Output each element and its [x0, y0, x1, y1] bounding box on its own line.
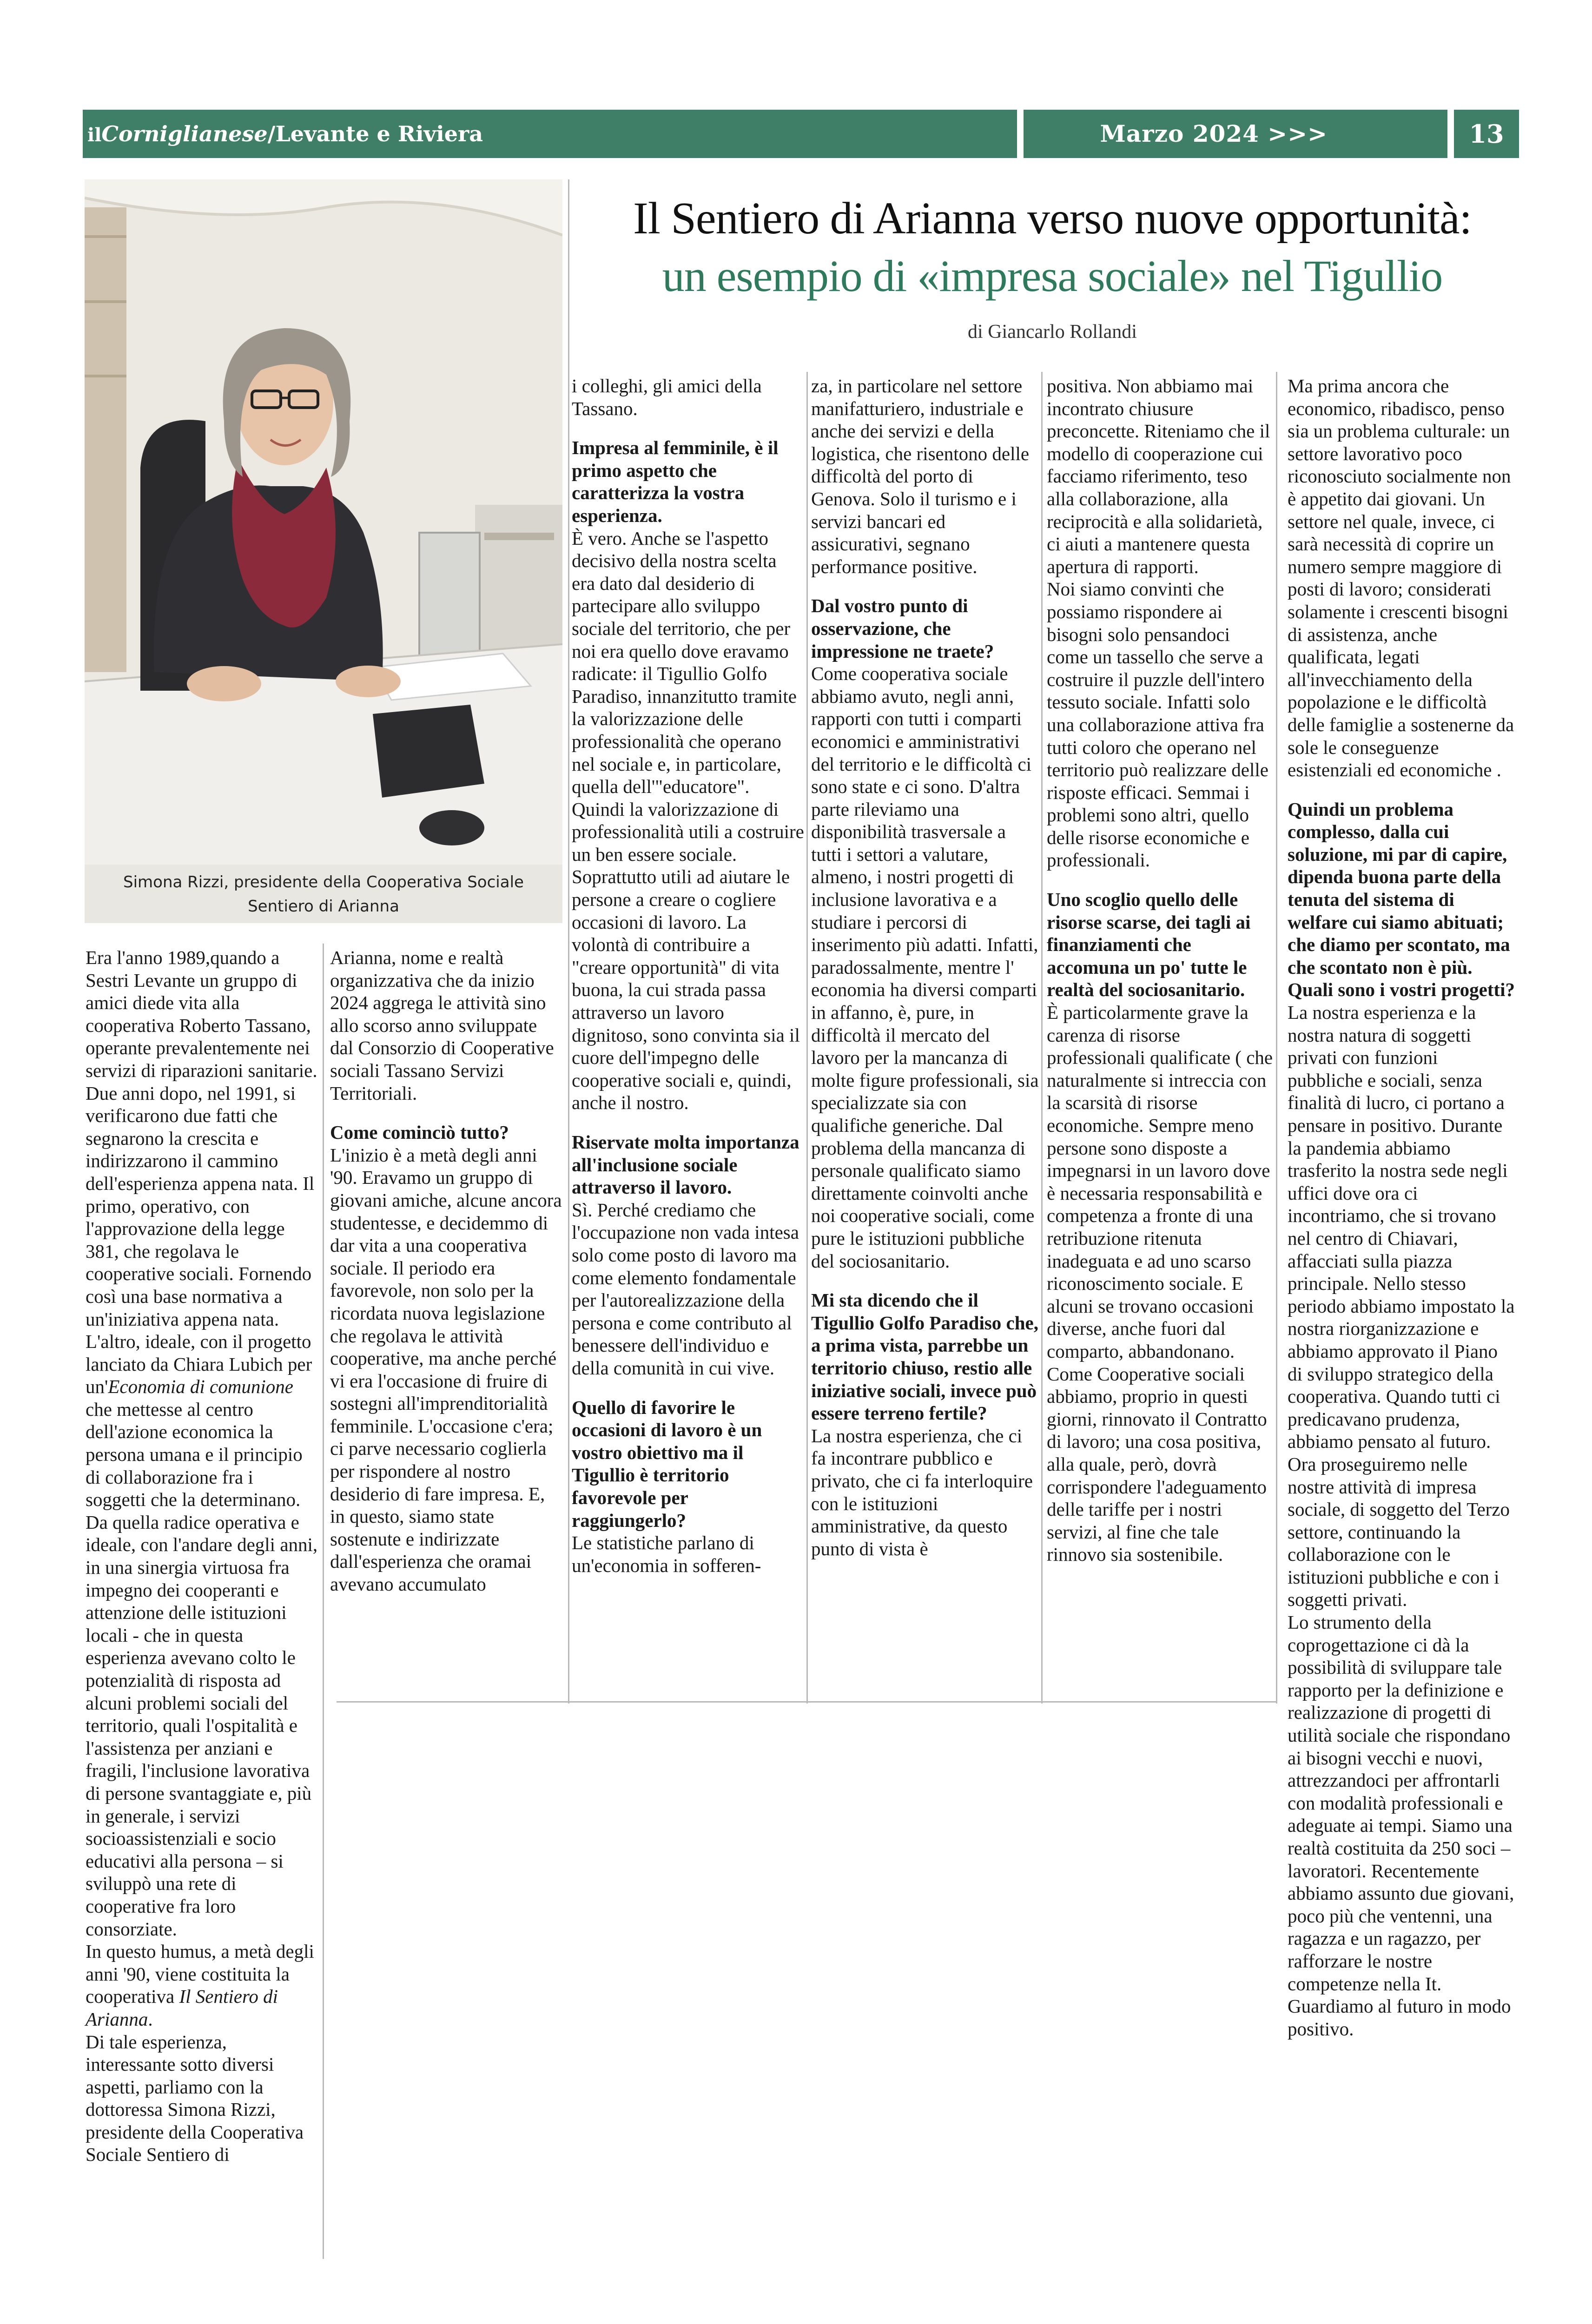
article-title: Il Sentiero di Arianna verso nuove opportunità:: [633, 193, 1472, 244]
photo-caption-line2: Sentiero di Arianna: [248, 897, 399, 916]
article-column-2: [330, 946, 562, 1596]
interview-question: Mi sta dicendo che il Tigullio Golfo Paradiso che, a prima vista, parrebbe un territorio chiuso, restio alle iniziative sociali, invece può essere terreno fertile?: [811, 1289, 1038, 1424]
interview-question: Riservate molta importanza all'inclusione sociale attraverso il lavoro.: [572, 1131, 799, 1198]
photo-caption-line1: Simona Rizzi, presidente della Cooperativa Sociale: [123, 873, 524, 891]
column-rule: [806, 372, 808, 1703]
paragraph: i colleghi, gli amici della Tassano.: [572, 375, 762, 419]
portrait-illustration: [85, 179, 562, 923]
paragraph: za, in particolare nel settore manifatturiero, industriale e anche dei servizi e della logistica, che risentono delle difficoltà del porto di Genova. Solo il turismo e i servizi bancari ed assicurativi, segnano performance positive.: [811, 375, 1030, 577]
paragraph: Ma prima ancora che economico, ribadisco, penso sia un problema culturale: un settore lavorativo poco riconosciuto socialmente non è appetito dai giovani. Un settore nel quale, invece, ci sarà necessità di coprire un numero sempre maggiore di posti di lavoro; considerati solamente i crescenti bisogni di assistenza, anche qualificata, legati all'invecchiamento della popolazione e le difficoltà delle famiglie a sostenerne da sole le conseguenze esistenziali ed economiche .: [1288, 375, 1514, 781]
interview-answer: È particolarmente grave la carenza di risorse professionali qualificate ( che naturalmente si intreccia con la scarsità di risorse economiche. Sempre meno persone sono disposte a impegnarsi in un lavoro dove è necessaria responsabilità e competenza a fronte di una retribuzione ritenuta inadeguata e ad uno scarso riconoscimento sociale. E alcuni se trovano occasioni diverse, anche fuori dal comparto, abbandonano. Come Cooperative sociali abbiamo, proprio in questi giorni, rinnovato il Contratto di lavoro; una cosa positiva, alla quale, però, dovrà corrispondere l'adeguamento delle tariffe per i nostri servizi, al fine che tale rinnovo sia sostenibile.: [1047, 1002, 1273, 1565]
interview-answer: La nostra esperienza e la nostra natura di soggetti privati con funzioni pubbliche e sociali, senza finalità di lucro, ci portano a pensare in positivo. Durante la pandemia abbiamo trasferito la nostra sede negli uffici dove ora ci incontriamo, che si trovano nel centro di Chiavari, affacciati sulla piazza principale. Nello stesso periodo abbiamo impostato la nostra riorganizzazione e abbiamo approvato il Piano di sviluppo strategico della cooperativa. Quando tutti ci predicavano prudenza, abbiamo pensato al futuro.: [1288, 1002, 1515, 1452]
masthead: [87, 110, 483, 159]
interview-question: Impresa al femminile, è il primo aspetto che caratterizza la vostra esperienza.: [572, 437, 779, 526]
issue-date: Marzo 2024 >>>: [1100, 120, 1328, 147]
header-page-band: [1454, 110, 1519, 158]
interview-question: Come cominciò tutto?: [330, 1122, 509, 1143]
column-rule: [1041, 372, 1043, 1703]
interview-answer: Sì. Perché crediamo che l'occupazione non vada intesa solo come posto di lavoro ma come elemento fondamentale per l'autorealizzazione della persona e come contributo al benessere dell'individuo e della comunità in cui vive.: [572, 1199, 799, 1379]
interview-answer: L'inizio è a metà degli anni '90. Eravamo un gruppo di giovani amiche, alcune ancora studentesse, e decidemmo di dar vita a una cooperativa sociale. Il periodo era favorevole, non solo per la ricordata nuova legislazione che regolava le attività cooperative, ma anche perché vi era l'occasione di fruire di sostegni all'imprenditorialità femminile. L'occasione c'era; ci parve necessario coglierla per rispondere al nostro desiderio di fare impresa. E, in questo, siamo state sostenute e indirizzate dall'esperienza che oramai avevano accumulato: [330, 1144, 562, 1595]
paragraph: Era l'anno 1989,quando a Sestri Levante un gruppo di amici diede vita alla cooperativa Roberto Tassano, operante prevalentemente nei servizi di riparazioni sanitarie. Due anni dopo, nel 1991, si verificarono due fatti che segnarono la crescita e indirizzarono il cammino dell'esperienza appena nata. Il primo, operativo, con l'approvazione della legge 381, che regolava le cooperative sociali. Fornendo così una base normativa a un'iniziativa appena nata. L'altro, ideale, con il progetto lanciato da Chiara Lubich per un'Economia di comunione che mettesse al centro dell'azione economica la persona umana e il principio di collaborazione fra i soggetti che la determinano. Da quella radice operativa e ideale, con l'andare degli anni, in una sinergia virtuosa fra impegno dei cooperanti e attenzione delle istituzioni locali - che in questa esperienza avevano colto le potenzialità di risposta ad alcuni problemi sociali del territorio, quali l'ospitalità e l'assistenza per anziani e fragili, l'inclusione lavorativa di persone svantaggiate e, più in generale, i servizi socioassistenziali e socio educativi alla persona – si sviluppò una rete di cooperative fra loro consorziate.: [86, 947, 318, 1940]
interview-answer: È vero. Anche se l'aspetto decisivo della nostra scelta era dato dal desiderio di partecipare allo sviluppo sociale del territorio, che per noi era quello dove eravamo radicate: il Tigullio Golfo Paradiso, innanzitutto tramite la valorizzazione delle professionalità che operano nel sociale e, in particolare, quella dell'"educatore". Quindi la valorizzazione di professionalità utili a costruire un ben essere sociale. Soprattutto utili ad aiutare le persone a creare o cogliere occasioni di lavoro. La volontà di contribuire a "creare opportunità" di vita buona, la cui strada passa attraverso un lavoro dignitoso, sono convinta sia il cuore dell'impegno delle cooperative sociali e, quindi, anche il nostro.: [572, 527, 804, 1114]
article-subtitle: un esempio di «impresa sociale» nel Tigullio: [662, 251, 1443, 301]
masthead-name: Corniglianese: [101, 121, 268, 146]
page-number: 13: [1469, 119, 1504, 149]
article-column-6: [1288, 375, 1515, 2040]
masthead-section: /Levante e Riviera: [267, 121, 483, 146]
interview-question: Quindi un problema complesso, dalla cui soluzione, mi par di capire, dipenda buona parte della tenuta del sistema di welfare cui siamo abituati; che diamo per scontato, ma che scontato non è più. Quali sono i vostri progetti?: [1288, 798, 1515, 1001]
header-issue-band: [1024, 110, 1447, 158]
interview-question: Quello di favorire le occasioni di lavoro è un vostro obiettivo ma il Tigullio è territorio favorevole per raggiungerlo?: [572, 1396, 762, 1531]
article-photo: [85, 179, 562, 923]
interview-question: Uno scoglio quello delle risorse scarse, dei tagli ai finanziamenti che accomuna un po' tutte le realtà del sociosanitario.: [1047, 889, 1251, 1001]
header-section-band: [83, 110, 1017, 158]
photo-caption: [85, 865, 562, 923]
paragraph: Di tale esperienza, interessante sotto diversi aspetti, parliamo con la dottoressa Simona Rizzi, presidente della Cooperativa Sociale Sentiero di: [86, 2031, 304, 2166]
paragraph: positiva. Non abbiamo mai incontrato chiusure preconcette. Riteniamo che il modello di cooperazione cui facciamo riferimento, teso alla collaborazione, alla reciprocità e alla solidarietà, ci aiuti a mantenere questa apertura di rapporti.: [1047, 375, 1270, 577]
paragraph: Noi siamo convinti che possiamo rispondere ai bisogni solo pensandoci come un tassello che serve a costruire il puzzle dell'intero tessuto sociale. Infatti solo una collaborazione attiva fra tutti coloro che operano nel territorio può realizzare delle risposte efficaci. Semmai i problemi sono altri, quello delle risorse economiche e professionali.: [1047, 578, 1268, 871]
article-column-4: [811, 375, 1039, 1560]
interview-answer: Le statistiche parlano di un'economia in sofferen-: [572, 1532, 761, 1576]
interview-question: Dal vostro punto di osservazione, che impressione ne traete?: [811, 595, 994, 662]
column-rule: [1276, 372, 1277, 1703]
article-column-1: [86, 946, 318, 2166]
paragraph: Arianna, nome e realtà organizzativa che da inizio 2024 aggrega le attività sino allo scorso anno sviluppate dal Consorzio di Cooperative sociali Tassano Servizi Territoriali.: [330, 947, 554, 1104]
paragraph: In questo humus, a metà degli anni '90, viene costituita la cooperativa Il Sentiero di Arianna.: [86, 1941, 314, 2030]
column-rule: [323, 944, 324, 2259]
interview-answer: La nostra esperienza, che ci fa incontrare pubblico e privato, che ci fa interloquire con le istituzioni amministrative, da questo punto di vista è: [811, 1425, 1033, 1559]
article-column-3: [572, 375, 804, 1577]
article-byline: di Giancarlo Rollandi: [968, 321, 1137, 343]
interview-answer: Ora proseguiremo nelle nostre attività di impresa sociale, di soggetto del Terzo settore, continuando la collaborazione con le istituzioni pubbliche e con i soggetti privati.: [1288, 1453, 1510, 1611]
column-rule: [568, 944, 569, 1703]
interview-answer: Come cooperativa sociale abbiamo avuto, negli anni, rapporti con tutti i comparti economici e amministrativi del territorio e le difficoltà ci sono state e ci sono. D'altra parte rileviamo una disponibilità trasversale a tutti i settori a valutare, almeno, i nostri progetti di inclusione lavorativa e a studiare i percorsi di inserimento più adatti. Infatti, paradossalmente, mentre l' economia ha diversi comparti in affanno, è, pure, in difficoltà il mercato del lavoro per la mancanza di molte figure professionali, sia specializzate sia con qualifiche generiche. Dal problema della mancanza di personale qualificato siamo direttamente coinvolti anche noi cooperative sociali, come pure le istituzioni pubbliche del sociosanitario.: [811, 663, 1039, 1272]
interview-answer: Lo strumento della coprogettazione ci dà la possibilità di sviluppare tale rapporto per la definizione e realizzazione di progetti di utilità sociale che rispondano ai bisogni vecchi e nuovi, attrezzandoci per affrontarli con modalità professionali e adeguate ai tempi. Siamo una realtà costituita da 250 soci – lavoratori. Recentemente abbiamo assunto due giovani, poco più che ventenni, una ragazza e un ragazzo, per rafforzare le nostre competenze nella It. Guardiamo al futuro in modo positivo.: [1288, 1611, 1514, 2040]
column-rule: [568, 179, 569, 946]
article-column-5: [1047, 375, 1275, 1566]
masthead-il: il: [87, 124, 102, 146]
section-rule: [337, 1701, 1276, 1703]
